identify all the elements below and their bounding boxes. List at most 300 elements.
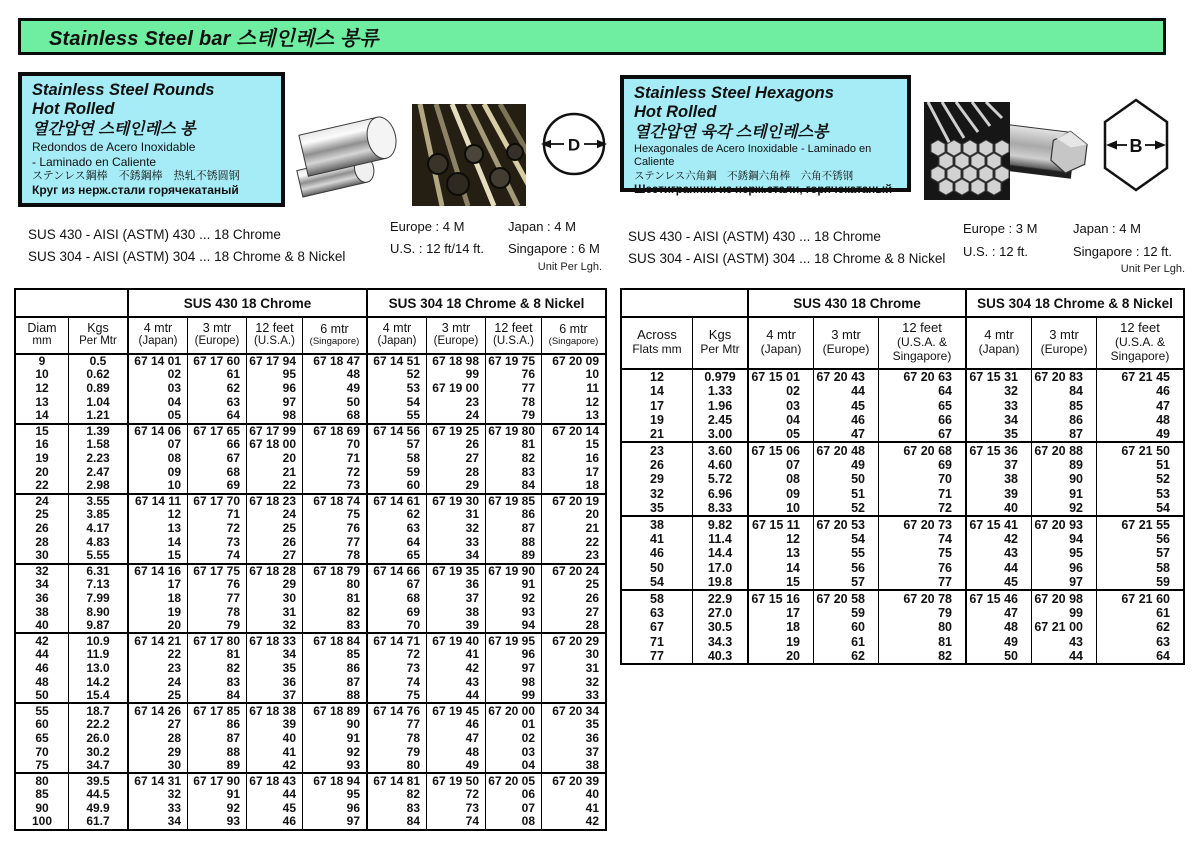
table-cell: 36 bbox=[542, 732, 607, 746]
table-cell: 64 bbox=[1097, 649, 1185, 664]
table-cell: 70 bbox=[35, 745, 49, 759]
table-cell: 30.5 bbox=[693, 620, 749, 634]
table-cell: 5.72 bbox=[693, 472, 749, 486]
table-cell: 88 bbox=[303, 689, 368, 704]
table-cell: 61 bbox=[188, 368, 247, 382]
table-cell: 67 19 25 bbox=[427, 424, 486, 439]
table-cell: 42 bbox=[542, 815, 607, 830]
table-cell: 3.55 bbox=[69, 494, 129, 509]
table-cell: 38 bbox=[621, 516, 693, 531]
table-cell: 19 bbox=[35, 451, 49, 466]
table-cell: 67 18 00 bbox=[247, 438, 303, 452]
table-cell: 29 bbox=[427, 479, 486, 494]
table-cell: 98 bbox=[486, 675, 542, 689]
round-bars-photo bbox=[412, 104, 526, 206]
table-cell: 8.90 bbox=[69, 605, 129, 619]
table-cell: 22 bbox=[35, 478, 49, 493]
table-cell: 33 bbox=[427, 535, 486, 549]
table-cell: 52 bbox=[1097, 472, 1185, 486]
table-cell: 66 bbox=[188, 438, 247, 452]
table-cell: 29 bbox=[650, 472, 664, 487]
table-cell: 34.3 bbox=[693, 635, 749, 649]
table-cell: 71 bbox=[188, 508, 247, 522]
rounds-title-hot-rolled: Hot Rolled bbox=[32, 100, 115, 119]
table-cell: 62 bbox=[1097, 620, 1185, 634]
table-cell: 25 bbox=[542, 578, 607, 592]
table-cell: 64 bbox=[188, 409, 247, 424]
table-cell: 95 bbox=[247, 368, 303, 382]
table-cell: 55 bbox=[367, 409, 427, 424]
table-cell: 76 bbox=[303, 522, 368, 536]
table-cell: 73 bbox=[303, 479, 368, 494]
table-cell: 15 bbox=[542, 438, 607, 452]
rounds-grades bbox=[28, 224, 345, 268]
table-cell: 64 bbox=[367, 535, 427, 549]
table-cell: 15.4 bbox=[69, 689, 129, 704]
table-cell: 12 bbox=[748, 532, 814, 546]
table-cell: 82 bbox=[188, 662, 247, 676]
table-cell: 67 20 19 bbox=[542, 494, 607, 509]
table-cell: 50 bbox=[966, 649, 1032, 664]
table-cell: 14 bbox=[748, 561, 814, 575]
table-cell: 81 bbox=[879, 635, 967, 649]
table-cell: 67 15 16 bbox=[748, 590, 814, 605]
table-cell: 52 bbox=[367, 368, 427, 382]
rounds-sub-es-1: Redondos de Acero Inoxidable bbox=[32, 139, 196, 154]
table-cell: 79 bbox=[367, 745, 427, 759]
table-cell: 2.23 bbox=[69, 452, 129, 466]
table-cell: 83 bbox=[303, 619, 368, 634]
round-bars-illustration bbox=[294, 98, 408, 206]
rounds-price-table bbox=[14, 288, 607, 831]
table-cell: 76 bbox=[188, 578, 247, 592]
table-cell: 44 bbox=[1032, 649, 1097, 664]
rounds-sub-es-2: - Laminado en Caliente bbox=[32, 154, 157, 169]
table-cell: 90 bbox=[35, 801, 49, 815]
table-cell: 72 bbox=[879, 501, 967, 516]
rounds-grade-304: SUS 304 - AISI (ASTM) 304 ... 18 Chrome & 8 Nickel bbox=[28, 249, 346, 264]
table-cell: 22.2 bbox=[69, 718, 129, 732]
table-cell: 47 bbox=[966, 606, 1032, 620]
column-header: 3 mtr (Europe) bbox=[1032, 317, 1097, 369]
table-cell: 1.39 bbox=[69, 424, 129, 439]
table-cell: 0.5 bbox=[69, 354, 129, 369]
table-cell: 16 bbox=[542, 452, 607, 466]
table-cell: 9.82 bbox=[693, 516, 749, 531]
column-header: 12 feet (U.S.A. & Singapore) bbox=[879, 317, 967, 369]
hex-bars-bundle-photo bbox=[924, 102, 1010, 200]
table-cell: 95 bbox=[1032, 546, 1097, 560]
table-cell: 67 15 06 bbox=[748, 442, 814, 457]
table-cell: 2.45 bbox=[693, 413, 749, 427]
table-cell: 77 bbox=[650, 649, 664, 664]
table-cell: 14 bbox=[35, 408, 49, 423]
column-header: Across Flats mm bbox=[621, 317, 693, 369]
table-cell: 12 bbox=[35, 381, 49, 396]
table-cell: 3.60 bbox=[693, 442, 749, 457]
table-cell: 0.979 bbox=[693, 369, 749, 384]
table-cell: 08 bbox=[486, 815, 542, 830]
table-row bbox=[621, 532, 1184, 546]
table-cell: 9 bbox=[38, 353, 46, 368]
table-cell: 38 bbox=[966, 472, 1032, 486]
table-cell: 61 bbox=[1097, 606, 1185, 620]
table-cell: 92 bbox=[1032, 501, 1097, 516]
table-cell: 20 bbox=[748, 649, 814, 664]
table-cell: 31 bbox=[542, 662, 607, 676]
table-row bbox=[621, 649, 1184, 664]
table-row bbox=[15, 675, 606, 689]
table-cell: 03 bbox=[128, 382, 188, 396]
table-cell: 52 bbox=[814, 501, 879, 516]
table-cell: 67 20 98 bbox=[1032, 590, 1097, 605]
table-cell: 41 bbox=[650, 532, 664, 547]
table-cell: 67 17 65 bbox=[188, 424, 247, 439]
table-cell: 78 bbox=[367, 732, 427, 746]
table-cell: 67 20 34 bbox=[542, 703, 607, 718]
table-cell: 59 bbox=[814, 606, 879, 620]
table-cell: 40 bbox=[247, 732, 303, 746]
table-cell: 57 bbox=[367, 438, 427, 452]
table-cell: 48 bbox=[35, 675, 49, 689]
table-cell: 83 bbox=[188, 675, 247, 689]
table-cell: 48 bbox=[303, 368, 368, 382]
table-cell: 78 bbox=[303, 549, 368, 564]
table-cell: 76 bbox=[879, 561, 967, 575]
table-cell: 67 18 69 bbox=[303, 424, 368, 439]
table-cell: 60 bbox=[35, 718, 49, 732]
table-cell: 25 bbox=[128, 689, 188, 704]
table-cell: 65 bbox=[367, 549, 427, 564]
table-row bbox=[15, 578, 606, 592]
table-cell: 67 14 16 bbox=[128, 564, 188, 579]
table-cell: 25 bbox=[35, 508, 49, 522]
table-cell: 33 bbox=[128, 802, 188, 816]
hexagons-sub-cjk: ステンレス六角鋼 不銹鋼六角棒 六角不锈钢 bbox=[634, 169, 854, 182]
table-cell: 72 bbox=[303, 465, 368, 479]
table-cell: 10.9 bbox=[69, 633, 129, 648]
hexagons-price-table bbox=[620, 288, 1185, 665]
table-cell: 51 bbox=[814, 487, 879, 501]
table-cell: 60 bbox=[814, 620, 879, 634]
table-row bbox=[15, 648, 606, 662]
table-cell: 91 bbox=[303, 732, 368, 746]
table-cell: 02 bbox=[486, 732, 542, 746]
table-cell: 67 14 21 bbox=[128, 633, 188, 648]
table-cell: 35 bbox=[650, 501, 664, 516]
table-cell: 13 bbox=[35, 395, 49, 409]
table-cell: 22.9 bbox=[693, 590, 749, 605]
across-flats-diagram bbox=[1090, 92, 1182, 198]
table-cell: 23 bbox=[427, 395, 486, 409]
table-cell: 01 bbox=[486, 718, 542, 732]
table-cell: 63 bbox=[650, 605, 664, 620]
table-cell: 49 bbox=[814, 458, 879, 472]
table-cell: 18.7 bbox=[69, 703, 129, 718]
table-cell: 1.33 bbox=[693, 384, 749, 398]
table-cell: 21 bbox=[247, 465, 303, 479]
table-cell: 39.5 bbox=[69, 773, 129, 788]
table-row bbox=[15, 732, 606, 746]
table-cell: 73 bbox=[427, 802, 486, 816]
table-cell: 70 bbox=[303, 438, 368, 452]
table-cell: 41 bbox=[427, 648, 486, 662]
table-cell: 74 bbox=[879, 532, 967, 546]
table-cell: 15 bbox=[128, 549, 188, 564]
table-cell: 21 bbox=[542, 522, 607, 536]
table-cell: 17 bbox=[650, 398, 664, 413]
table-cell: 67 17 94 bbox=[247, 354, 303, 369]
table-cell: 67 18 94 bbox=[303, 773, 368, 788]
table-cell: 2.47 bbox=[69, 465, 129, 479]
table-cell: 79 bbox=[879, 606, 967, 620]
table-cell: 43 bbox=[427, 675, 486, 689]
hexagons-sub-es: Hexagonales de Acero Inoxidable - Laminado en Caliente bbox=[634, 142, 872, 169]
table-cell: 12 bbox=[542, 395, 607, 409]
table-cell: 9.87 bbox=[69, 619, 129, 634]
table-cell: 69 bbox=[188, 479, 247, 494]
table-cell: 02 bbox=[128, 368, 188, 382]
table-cell: 27.0 bbox=[693, 606, 749, 620]
grade-group-header: SUS 430 18 Chrome bbox=[128, 289, 367, 317]
table-cell: 95 bbox=[303, 788, 368, 802]
hexagons-grade-430: SUS 430 - AISI (ASTM) 430 ... 18 Chrome bbox=[628, 229, 881, 244]
table-cell: 81 bbox=[486, 438, 542, 452]
table-cell: 68 bbox=[303, 409, 368, 424]
table-row bbox=[621, 620, 1184, 634]
table-cell: 53 bbox=[367, 382, 427, 396]
table-cell: 65 bbox=[35, 731, 49, 745]
table-cell: 30 bbox=[35, 548, 49, 563]
table-cell: 82 bbox=[879, 649, 967, 664]
table-cell: 32 bbox=[650, 486, 664, 501]
table-cell: 13.0 bbox=[69, 662, 129, 676]
table-cell: 51 bbox=[1097, 458, 1185, 472]
table-cell: 77 bbox=[367, 718, 427, 732]
table-cell: 54 bbox=[1097, 501, 1185, 516]
table-cell: 61 bbox=[814, 635, 879, 649]
rounds-grade-430: SUS 430 - AISI (ASTM) 430 ... 18 Chrome bbox=[28, 227, 281, 242]
table-cell: 17 bbox=[128, 578, 188, 592]
table-cell: 18 bbox=[748, 620, 814, 634]
hexagons-info-panel bbox=[620, 75, 911, 197]
table-cell: 32 bbox=[966, 384, 1032, 398]
table-cell: 83 bbox=[367, 802, 427, 816]
table-row bbox=[15, 535, 606, 549]
table-cell: 10 bbox=[128, 479, 188, 494]
column-header: 12 feet (U.S.A.) bbox=[247, 317, 303, 354]
table-row bbox=[15, 494, 606, 509]
table-cell: 39 bbox=[427, 619, 486, 634]
table-cell: 22 bbox=[128, 648, 188, 662]
rounds-length-us: U.S. : 12 ft/14 ft. bbox=[390, 241, 484, 256]
page-title-bar bbox=[18, 18, 1166, 55]
table-cell: 6.31 bbox=[69, 564, 129, 579]
rounds-title-kr: 열간압연 스테인레스 봉 bbox=[32, 120, 196, 138]
table-cell: 67 20 09 bbox=[542, 354, 607, 369]
table-cell: 62 bbox=[814, 649, 879, 664]
table-cell: 30 bbox=[128, 759, 188, 774]
table-cell: 47 bbox=[814, 427, 879, 442]
table-cell: 40 bbox=[966, 501, 1032, 516]
table-cell: 34 bbox=[247, 648, 303, 662]
table-row bbox=[621, 427, 1184, 442]
table-cell: 21 bbox=[650, 427, 664, 442]
table-cell: 40 bbox=[542, 788, 607, 802]
table-cell: 71 bbox=[303, 452, 368, 466]
right-arrow-icon bbox=[1155, 141, 1166, 150]
left-arrow-icon bbox=[541, 140, 551, 148]
table-cell: 24 bbox=[15, 494, 69, 509]
rounds-title-en: Stainless Steel Rounds bbox=[32, 81, 215, 99]
table-cell: 77 bbox=[486, 382, 542, 396]
table-cell: 10 bbox=[748, 501, 814, 516]
table-cell: 85 bbox=[1032, 398, 1097, 412]
table-cell: 91 bbox=[486, 578, 542, 592]
table-cell: 44 bbox=[814, 384, 879, 398]
table-cell: 50 bbox=[814, 472, 879, 486]
table-cell: 56 bbox=[814, 561, 879, 575]
table-cell: 33 bbox=[966, 398, 1032, 412]
table-cell: 3.00 bbox=[693, 427, 749, 442]
table-cell: 34 bbox=[427, 549, 486, 564]
table-cell: 13 bbox=[128, 522, 188, 536]
table-cell: 75 bbox=[35, 758, 49, 773]
table-cell: 67 14 06 bbox=[128, 424, 188, 439]
table-cell: 90 bbox=[1032, 472, 1097, 486]
table-cell: 67 17 70 bbox=[188, 494, 247, 509]
table-row bbox=[15, 745, 606, 759]
table-cell: 67 20 63 bbox=[879, 369, 967, 384]
table-cell: 73 bbox=[367, 662, 427, 676]
table-cell: 20 bbox=[247, 452, 303, 466]
table-cell: 48 bbox=[1097, 413, 1185, 427]
table-cell: 37 bbox=[966, 458, 1032, 472]
table-cell: 67 20 29 bbox=[542, 633, 607, 648]
table-cell: 67 14 61 bbox=[367, 494, 427, 509]
table-cell: 67 18 38 bbox=[247, 703, 303, 718]
table-cell: 80 bbox=[879, 620, 967, 634]
table-cell: 42 bbox=[966, 532, 1032, 546]
table-cell: 67 19 30 bbox=[427, 494, 486, 509]
table-cell: 67 14 56 bbox=[367, 424, 427, 439]
table-cell: 45 bbox=[814, 398, 879, 412]
column-header: Kgs Per Mtr bbox=[69, 317, 129, 354]
table-cell: 38 bbox=[427, 605, 486, 619]
table-cell: 67 19 35 bbox=[427, 564, 486, 579]
table-cell: 4.17 bbox=[69, 522, 129, 536]
table-cell: 6.96 bbox=[693, 487, 749, 501]
table-cell: 68 bbox=[188, 465, 247, 479]
table-cell: 30.2 bbox=[69, 745, 129, 759]
column-header: 4 mtr (Japan) bbox=[128, 317, 188, 354]
table-cell: 67 14 11 bbox=[128, 494, 188, 509]
table-cell: 48 bbox=[966, 620, 1032, 634]
table-cell: 67 15 46 bbox=[966, 590, 1032, 605]
table-cell: 67 14 26 bbox=[128, 703, 188, 718]
hexagons-title-en: Stainless Steel Hexagons bbox=[634, 84, 834, 102]
table-cell: 67 19 90 bbox=[486, 564, 542, 579]
rounds-sub-cjk: ステンレス鋼棒 不銹鋼棒 热轧不锈圆钢 bbox=[32, 170, 240, 183]
table-row bbox=[15, 788, 606, 802]
table-cell: 38 bbox=[542, 759, 607, 774]
table-cell: 93 bbox=[303, 759, 368, 774]
table-cell: 67 21 00 bbox=[1032, 620, 1097, 634]
table-cell: 97 bbox=[247, 395, 303, 409]
table-cell: 72 bbox=[427, 788, 486, 802]
table-group-header-row bbox=[621, 289, 1184, 317]
table-cell: 67 20 14 bbox=[542, 424, 607, 439]
table-cell: 67 14 01 bbox=[128, 354, 188, 369]
table-cell: 74 bbox=[188, 549, 247, 564]
table-cell: 71 bbox=[650, 634, 664, 649]
table-column-header-row bbox=[621, 317, 1184, 369]
table-cell: 24 bbox=[247, 508, 303, 522]
table-cell: 82 bbox=[486, 452, 542, 466]
table-cell: 69 bbox=[367, 605, 427, 619]
table-cell: 29 bbox=[247, 578, 303, 592]
rounds-info-panel bbox=[18, 72, 285, 207]
table-cell: 31 bbox=[427, 508, 486, 522]
table-cell: 19 bbox=[128, 605, 188, 619]
table-cell: 26 bbox=[35, 521, 49, 536]
table-cell: 80 bbox=[15, 773, 69, 788]
table-cell: 67 20 83 bbox=[1032, 369, 1097, 384]
table-cell: 63 bbox=[1097, 635, 1185, 649]
table-cell: 86 bbox=[1032, 413, 1097, 427]
table-cell: 66 bbox=[879, 413, 967, 427]
rounds-sub-ru: Круг из нерж.стали горячекатаный bbox=[32, 183, 239, 198]
table-cell: 67 14 51 bbox=[367, 354, 427, 369]
table-cell: 32 bbox=[128, 788, 188, 802]
table-cell: 73 bbox=[188, 535, 247, 549]
table-row bbox=[15, 815, 606, 830]
table-cell: 35 bbox=[966, 427, 1032, 442]
table-cell: 20 bbox=[35, 465, 49, 479]
table-cell: 67 14 31 bbox=[128, 773, 188, 788]
table-cell: 05 bbox=[128, 409, 188, 424]
table-cell: 99 bbox=[1032, 606, 1097, 620]
table-row bbox=[621, 369, 1184, 384]
table-cell: 14 bbox=[650, 384, 664, 399]
rounds-length-japan: Japan : 4 M bbox=[508, 219, 576, 234]
table-cell: 67 17 75 bbox=[188, 564, 247, 579]
table-cell: 54 bbox=[367, 395, 427, 409]
table-cell: 67 15 36 bbox=[966, 442, 1032, 457]
table-cell: 70 bbox=[879, 472, 967, 486]
table-cell: 26 bbox=[650, 458, 664, 473]
table-cell: 38 bbox=[35, 605, 49, 619]
table-cell: 97 bbox=[303, 815, 368, 830]
table-cell: 63 bbox=[367, 522, 427, 536]
table-cell: 67 bbox=[188, 452, 247, 466]
table-cell: 42 bbox=[247, 759, 303, 774]
table-row bbox=[621, 516, 1184, 531]
table-cell: 28 bbox=[128, 732, 188, 746]
table-cell: 13 bbox=[542, 409, 607, 424]
table-cell: 10 bbox=[542, 368, 607, 382]
table-cell: 32 bbox=[542, 675, 607, 689]
column-header: 6 mtr (Singapore) bbox=[542, 317, 607, 354]
table-cell: 88 bbox=[188, 745, 247, 759]
table-cell: 48 bbox=[427, 745, 486, 759]
hexagons-title-hot-rolled: Hot Rolled bbox=[634, 103, 717, 122]
table-row bbox=[621, 413, 1184, 427]
table-cell: 2.98 bbox=[69, 479, 129, 494]
table-cell: 67 15 11 bbox=[748, 516, 814, 531]
table-cell: 30 bbox=[247, 592, 303, 606]
table-cell: 27 bbox=[427, 452, 486, 466]
